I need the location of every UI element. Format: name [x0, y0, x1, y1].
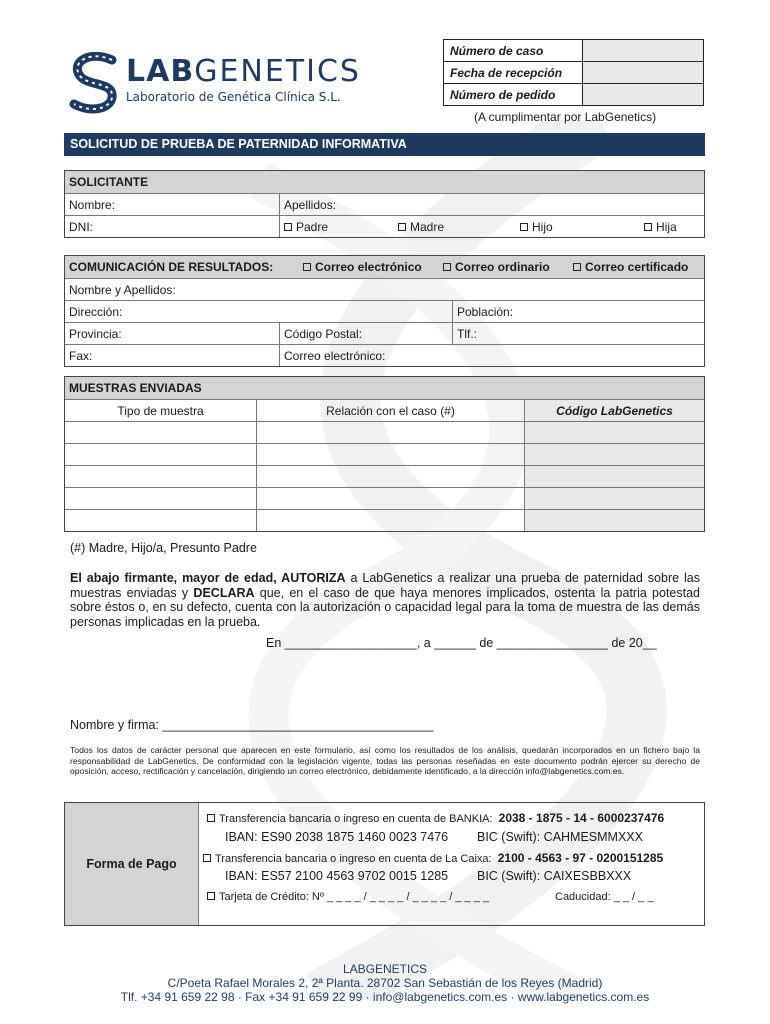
checkbox-icon[interactable] [303, 263, 311, 271]
col-relacion: Relación con el caso (#) [256, 400, 524, 421]
poblacion-field[interactable]: Población: [452, 301, 704, 322]
option-correo-certificado[interactable]: Correo certificado [573, 260, 688, 274]
checkbox-icon[interactable] [443, 263, 451, 271]
solicitante-dni-row [65, 215, 704, 237]
dna-s-logo-icon [66, 52, 124, 114]
checkbox-icon[interactable] [207, 814, 215, 822]
role-hijo-option[interactable]: Hijo [520, 220, 553, 234]
option-correo-ordinario[interactable]: Correo ordinario [443, 260, 550, 274]
direccion-field[interactable]: Dirección: [69, 305, 123, 319]
codigo-cell [524, 488, 704, 509]
solicitante-section [64, 170, 705, 238]
solicitante-name-row [65, 193, 704, 215]
payment-options [199, 803, 704, 925]
muestras-section [64, 376, 705, 532]
role-checkboxes [279, 216, 704, 237]
role-hija-option[interactable]: Hija [644, 220, 677, 234]
bankia-iban: IBAN: ES90 2038 1875 1460 0023 7476 [225, 830, 449, 844]
tipo-cell[interactable] [65, 510, 256, 531]
reception-date-field[interactable] [583, 62, 704, 84]
option-bankia[interactable]: Transferencia bancaria o ingreso en cuenta de BANKIA: 2038 - 1875 - 14 - 6000237476 [207, 811, 664, 825]
tlf-field[interactable]: Tlf.: [452, 323, 704, 344]
caixa-iban: IBAN: ES57 2100 4563 9702 0015 1285 [225, 869, 449, 883]
form-title-bar: SOLICITUD DE PRUEBA DE PATERNIDAD INFORMATIVA [64, 133, 705, 156]
checkbox-icon[interactable] [644, 223, 652, 231]
fax-field[interactable]: Fax: [69, 349, 93, 363]
solicitante-header: SOLICITANTE [69, 175, 149, 189]
option-caixa[interactable]: Transferencia bancaria o ingreso en cuenta de La Caixa: 2100 - 4563 - 97 - 0200151285 [203, 851, 663, 865]
muestra-row [65, 465, 704, 487]
comunicacion-header [65, 256, 704, 278]
muestras-header: MUESTRAS ENVIADAS [69, 381, 202, 395]
correo-field[interactable]: Correo electrónico: [279, 345, 704, 366]
checkbox-icon[interactable] [203, 854, 211, 862]
footer-contact: Tlf. +34 91 659 22 98 · Fax +34 91 659 22 99 · info@labgenetics.com.es · www.labgenetics.com.es [120, 990, 650, 1004]
reception-date-label: Fecha de recepción [444, 62, 583, 84]
col-tipo-muestra: Tipo de muestra [117, 404, 204, 418]
col-codigo-labgenetics: Código LabGenetics [524, 400, 704, 421]
role-madre-option[interactable]: Madre [398, 220, 444, 234]
checkbox-icon[interactable] [520, 223, 528, 231]
muestra-row [65, 443, 704, 465]
codigo-cell [524, 510, 704, 531]
tipo-cell[interactable] [65, 488, 256, 509]
checkbox-icon[interactable] [284, 223, 292, 231]
comunicacion-header-label: COMUNICACIÓN DE RESULTADOS: [69, 260, 274, 274]
codigo-cell [524, 422, 704, 443]
footer-company: LABGENETICS [342, 962, 428, 976]
codigo-cell [524, 466, 704, 487]
labgenetics-logo [66, 52, 361, 114]
fax-row [65, 344, 704, 366]
logo-brand-name: LABGENETICS [126, 54, 361, 89]
option-tarjeta[interactable]: Tarjeta de Crédito: Nº _ _ _ _ / _ _ _ _ / _ _ _ _ / _ _ _ _ [207, 891, 489, 903]
bankia-bic: BIC (Swift): CAHMESMMXXX [477, 830, 643, 844]
tipo-cell[interactable] [65, 422, 256, 443]
footer-address: C/Poeta Rafael Morales 2, 2ª Planta. 28702 San Sebastián de los Reyes (Madrid) [167, 976, 603, 990]
lugar-fecha-line[interactable]: En ___________________, a ______ de ________________ de 20__ [266, 636, 657, 650]
apellidos-field[interactable]: Apellidos: [279, 194, 704, 215]
legal-notice: Todos los datos de carácter personal que aparecen en este formulario, así como los resultados de los análisis, quedarán incorporados en un fichero bajo la responsabilidad de LabGenetics. De conformidad con la legislación vigente, todas las personas reseñadas en este documento podrán ejercer su derecho de oposición, acceso, rectificación y cancelación, dirigiendo un correo electrónico, debidamente identificado, a la dirección info@labgenetics.com.es. [70, 745, 700, 776]
relacion-cell[interactable] [256, 422, 524, 443]
dni-field[interactable]: DNI: [69, 220, 93, 234]
provincia-row [65, 322, 704, 344]
case-number-field[interactable] [583, 40, 704, 62]
option-correo-electronico[interactable]: Correo electrónico [303, 260, 422, 274]
comunicacion-section [64, 255, 705, 367]
direccion-row [65, 300, 704, 322]
case-box-note: (A cumplimentar por LabGenetics) [474, 110, 657, 124]
checkbox-icon[interactable] [398, 223, 406, 231]
forma-pago-label: Forma de Pago [65, 803, 199, 925]
caixa-bic: BIC (Swift): CAIXESBBXXX [477, 869, 632, 883]
firma-line[interactable]: Nombre y firma: _______________________________________ [70, 718, 434, 732]
tipo-cell[interactable] [65, 444, 256, 465]
declaracion-paragraph: El abajo firmante, mayor de edad, AUTORIZA a LabGenetics a realizar una prueba de paternidad sobre las muestras enviadas y DECLARA que, en el caso de que haya menores implicados, ostenta la patria potestad sobre éstos o, en su defecto, cuenta con la autorización o capacidad legal para la toma de muestra de las demás personas implicadas en la prueba. [70, 571, 701, 629]
role-padre-option[interactable]: Padre [284, 220, 328, 234]
muestras-header-row [65, 377, 704, 399]
comunicacion-header-row [65, 256, 704, 278]
tipo-cell[interactable] [65, 466, 256, 487]
checkbox-icon[interactable] [207, 892, 215, 900]
muestras-columns-row [65, 399, 704, 421]
muestra-row [65, 509, 704, 531]
muestra-row [65, 487, 704, 509]
relacion-cell[interactable] [256, 466, 524, 487]
relacion-cell[interactable] [256, 444, 524, 465]
muestra-row [65, 421, 704, 443]
case-number-label: Número de caso [444, 40, 583, 62]
forma-pago-section [64, 802, 705, 926]
order-number-field[interactable] [583, 84, 704, 106]
relacion-cell[interactable] [256, 488, 524, 509]
nombre-apellidos-field[interactable]: Nombre y Apellidos: [69, 283, 176, 297]
nombre-field[interactable]: Nombre: [69, 198, 116, 212]
caducidad-field[interactable]: Caducidad: _ _ / _ _ [555, 891, 654, 903]
muestras-footnote: (#) Madre, Hijo/a, Presunto Padre [70, 541, 257, 555]
nombre-apellidos-row [65, 278, 704, 300]
case-info-box [443, 39, 704, 106]
checkbox-icon[interactable] [573, 263, 581, 271]
codigo-cell [524, 444, 704, 465]
relacion-cell[interactable] [256, 510, 524, 531]
solicitante-header-row [65, 171, 704, 193]
order-number-label: Número de pedido [444, 84, 583, 106]
codigo-postal-field[interactable]: Código Postal: [279, 323, 452, 344]
logo-subtitle: Laboratorio de Genética Clínica S.L. [126, 90, 341, 104]
provincia-field[interactable]: Provincia: [69, 327, 122, 341]
